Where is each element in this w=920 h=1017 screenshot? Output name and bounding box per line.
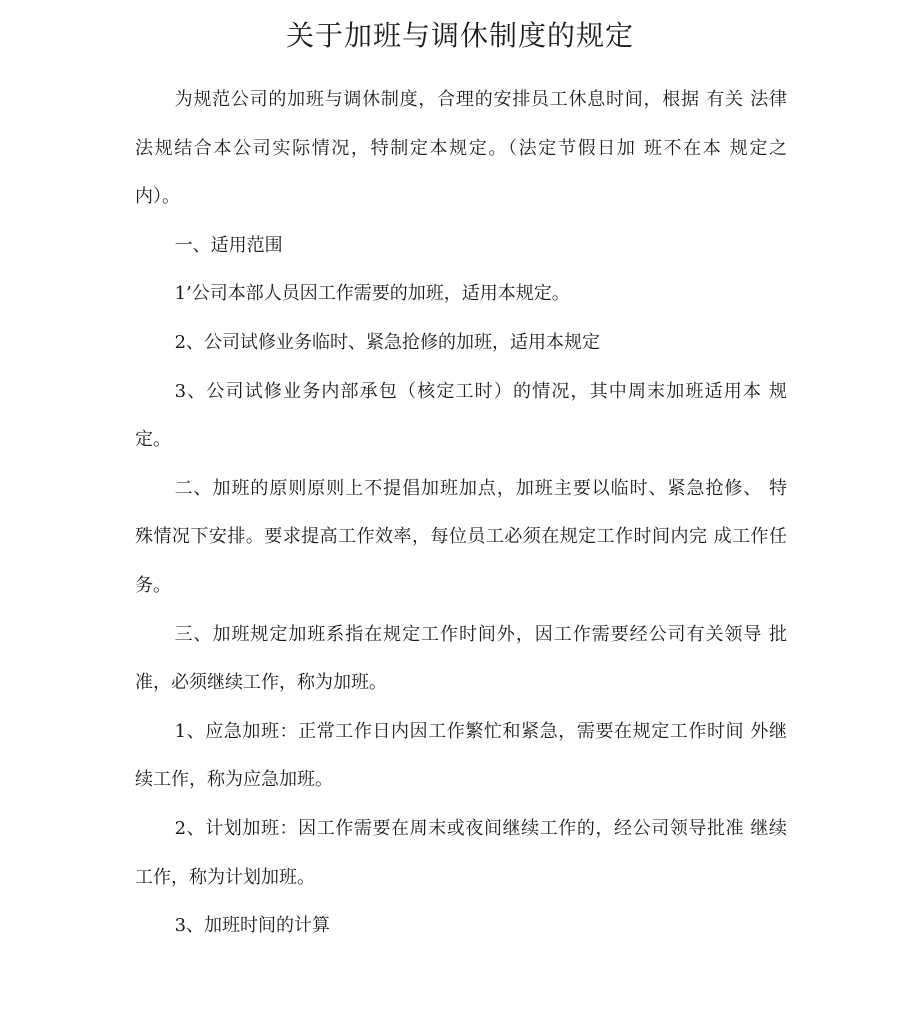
text-line: 1’公司本部人员因工作需要的加班，适用本规定。 [174,283,570,305]
text-line: 2、公司试修业务临时、紧急抢修的加班，适用本规定 [174,331,601,353]
text-line: 二、加班的原则原则上不提倡加班加点，加班主要以临时、紧急抢修、 特 [174,477,787,499]
text-line: 法规结合本公司实际情况，特制定本规定。（法定节假日加 班不在本 规定之 [135,137,787,159]
text-line: 务。 [135,574,171,596]
text-line: 三、加班规定加班系指在规定工作时间外，因工作需要经公司有关领导 批 [174,623,787,645]
text-line: 1、应急加班：正常工作日内因工作繁忙和紧急，需要在规定工作时间 外继 [174,720,787,742]
text-line: 内）。 [135,186,180,208]
text-line: 工作，称为计划加班。 [135,866,315,888]
text-line: 续工作，称为应急加班。 [135,769,333,791]
text-line: 殊情况下安排。要求提高工作效率，每位员工必须在规定工作时间内完 成工作任 [135,526,787,548]
text-line: 为规范公司的加班与调休制度，合理的安排员工休息时间，根据 有关 法律 [174,89,787,110]
document-title: 关于加班与调休制度的规定 [285,19,634,52]
text-line: 3、加班时间的计算 [174,915,331,937]
text-line: 3、公司试修业务内部承包（核定工时）的情况，其中周末加班适用本 规 [174,380,787,402]
text-line: 准，必须继续工作，称为加班。 [135,672,387,694]
text-line: 定。 [135,429,171,451]
text-line: 2、计划加班：因工作需要在周末或夜间继续工作的，经公司领导批准 继续 [174,817,787,839]
document-body [135,76,787,951]
text-line: 一、适用范围 [174,234,283,256]
